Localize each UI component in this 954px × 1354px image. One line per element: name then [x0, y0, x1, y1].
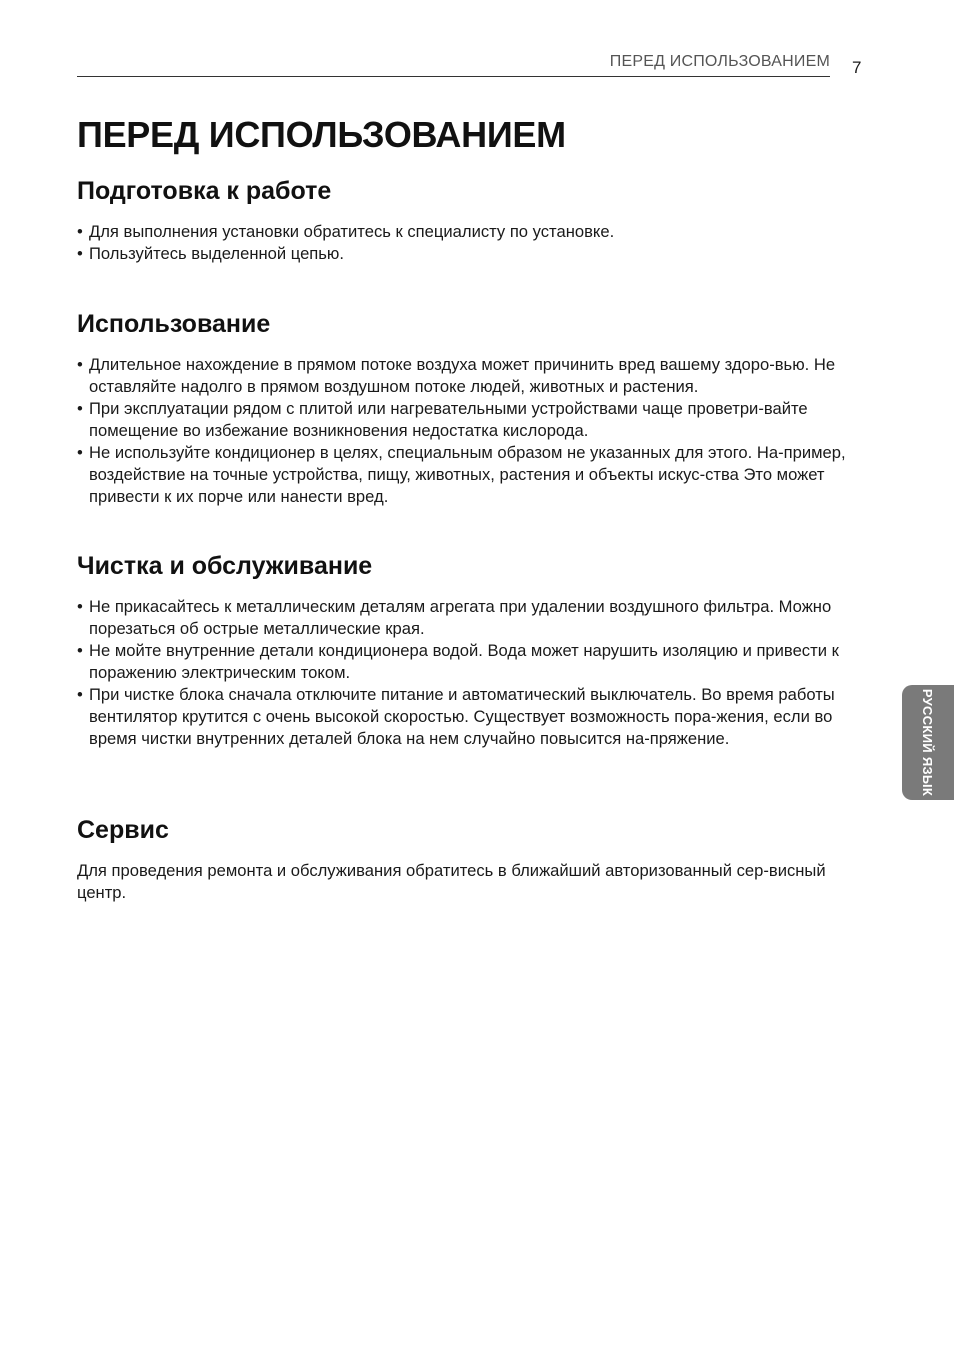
- bullet-icon: •: [77, 222, 83, 241]
- language-side-tab-label: РУССКИЙ ЯЗЫК: [920, 688, 936, 797]
- bullet-icon: •: [77, 443, 83, 462]
- bullet-icon: •: [77, 685, 83, 704]
- section-usage: [77, 308, 867, 508]
- bullet-icon: •: [77, 244, 83, 263]
- bullet-icon: •: [77, 399, 83, 418]
- list-item: • При чистке блока сначала отключите питание и автоматический выключатель. Во время работы вентилятор крутится с очень высокой скоростью. Существует возможность пора-жения, если во время чистки внутренних деталей блока на нем случайно повысится на-пряжение.: [77, 685, 835, 748]
- bullet-icon: •: [77, 641, 83, 660]
- section-heading: Подготовка к работе: [77, 177, 332, 205]
- bullet-icon: •: [77, 597, 83, 616]
- section-text: Для проведения ремонта и обслуживания обратитесь в ближайший авторизованный сер-висный центр.: [77, 861, 826, 902]
- list-item: • Не используйте кондиционер в целях, специальным образом не указанных для этого. На-пример, воздействие на точные устройства, пищу, животных, растения и объекты искус-ства Это может привести к их порче или нанести вред.: [77, 443, 846, 506]
- page-title: ПЕРЕД ИСПОЛЬЗОВАНИЕМ: [77, 114, 566, 155]
- section-service: [77, 814, 867, 904]
- page-number: 7: [852, 58, 862, 77]
- section-heading: Чистка и обслуживание: [77, 552, 373, 580]
- section-heading: Сервис: [77, 816, 169, 844]
- list-item: • Длительное нахождение в прямом потоке воздуха может причинить вред вашему здоро-вью. Не оставляйте надолго в прямом воздушном потоке людей, животных и растения.: [77, 355, 836, 396]
- bullet-list: [77, 221, 867, 265]
- list-item: • Для выполнения установки обратитесь к специалисту по установке.: [77, 222, 615, 241]
- section-preparation: [77, 175, 867, 265]
- list-item: • Пользуйтесь выделенной цепью.: [77, 244, 344, 263]
- list-item: • Не мойте внутренние детали кондиционера водой. Вода может нарушить изоляцию и привести к поражению электрическим током.: [77, 641, 839, 682]
- section-cleaning: [77, 550, 867, 750]
- running-header: [77, 52, 830, 77]
- section-heading: Использование: [77, 310, 271, 338]
- bullet-icon: •: [77, 355, 83, 374]
- list-item: • Не прикасайтесь к металлическим деталям агрегата при удалении воздушного фильтра. Можно порезаться об острые металлические края.: [77, 597, 832, 638]
- language-side-tab: [902, 685, 954, 800]
- list-item: • При эксплуатации рядом с плитой или нагревательными устройствами чаще проветри-вайте помещение во избежание возникновения недостатка кислорода.: [77, 399, 808, 440]
- bullet-list: [77, 354, 867, 508]
- running-header-title: ПЕРЕД ИСПОЛЬЗОВАНИЕМ: [609, 53, 830, 70]
- bullet-list: [77, 596, 867, 750]
